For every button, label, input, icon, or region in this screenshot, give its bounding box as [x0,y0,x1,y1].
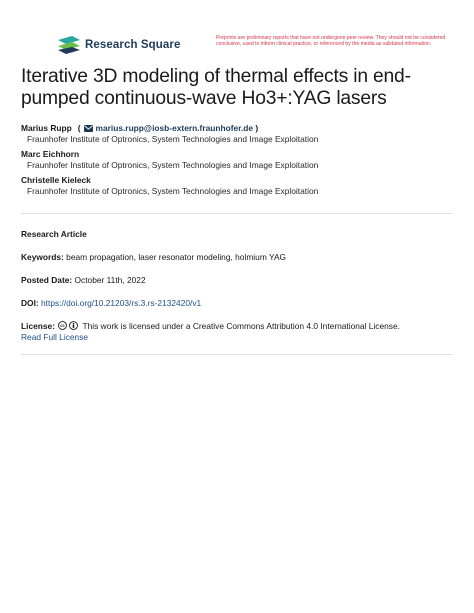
author-name: Marius Rupp ( marius.rupp@iosb-extern.fraunhofer.de ) [21,123,259,133]
posted-date: Posted Date: October 11th, 2022 [21,275,146,285]
svg-text:cc: cc [60,323,66,329]
author-affiliation: Fraunhofer Institute of Optronics, System Technologies and Image Exploitation [27,186,319,196]
envelope-icon [84,125,93,132]
author-list [21,123,451,201]
brand-name: Research Square [85,39,181,51]
divider [21,213,453,214]
doi-link[interactable]: https://doi.org/10.21203/rs.3.rs-2132420/v1 [41,298,202,308]
keywords: Keywords: beam propagation, laser resonator modeling, holmium YAG [21,252,287,262]
article-type: Research Article [21,229,87,239]
header [58,36,454,58]
research-square-logo-icon [58,36,80,54]
license-icons [58,321,78,330]
doi: DOI: https://doi.org/10.21203/rs.3.rs-2132420/v1 [21,298,202,308]
author-email[interactable]: ( marius.rupp@iosb-extern.fraunhofer.de ) [77,123,259,133]
research-square-logo[interactable] [58,36,180,54]
author-affiliation: Fraunhofer Institute of Optronics, System Technologies and Image Exploitation [27,134,319,144]
author-name: Christelle Kieleck [21,175,91,185]
read-full-license-link[interactable]: Read Full License [21,332,89,342]
preprint-disclaimer: Preprints are preliminary reports that have not undergone peer review. They should not be considered conclusive, used to inform clinical practice, or referenced by the media as validated information. [216,35,446,48]
license: License: cc This work is licensed under a Creative Commons Attribution 4.0 International License. Read Full License [21,321,400,342]
cc-icon [58,321,67,330]
divider [21,354,453,355]
author-name: Marc Eichhorn [21,149,80,159]
paper-title: Iterative 3D modeling of thermal effects in end-pumped continuous-wave Ho3+:YAG lasers [21,66,411,109]
author-affiliation: Fraunhofer Institute of Optronics, System Technologies and Image Exploitation [27,160,319,170]
by-icon [69,321,78,330]
